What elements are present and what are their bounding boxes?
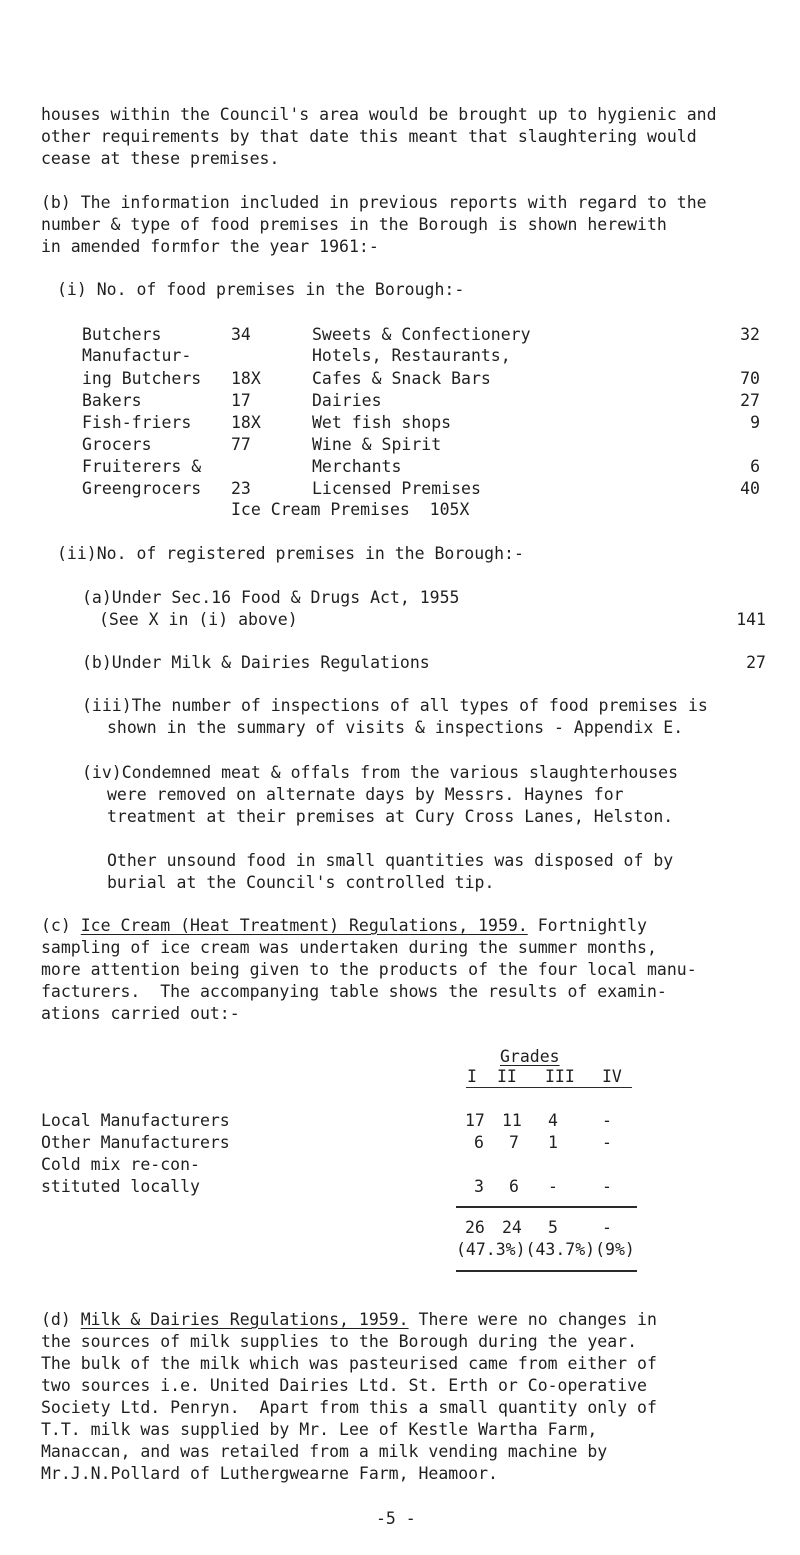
grade-column-header: II bbox=[497, 1067, 517, 1086]
premises-label: Merchants bbox=[312, 457, 402, 476]
premises-count: 18X bbox=[231, 413, 261, 432]
section-c-title: Ice Cream (Heat Treatment) Regulations, 1959. bbox=[80, 916, 528, 935]
table-row-label: Cold mix re-con- bbox=[41, 1155, 200, 1174]
section-c-line: more attention being given to the products of the four local manu- bbox=[41, 960, 697, 979]
premises-label: Sweets & Confectionery bbox=[312, 325, 531, 344]
table-cell: 17 bbox=[465, 1111, 485, 1130]
premises-label: Dairies bbox=[312, 391, 382, 410]
premises-label: Bakers bbox=[82, 391, 142, 410]
premises-label: Manufactur- bbox=[82, 346, 192, 365]
section-d-line: T.T. milk was supplied by Mr. Lee of Kestle Wartha Farm, bbox=[41, 1420, 598, 1439]
premises-count: 77 bbox=[231, 435, 251, 454]
table-cell: - bbox=[602, 1177, 612, 1196]
section-d-title: Milk & Dairies Regulations, 1959. bbox=[80, 1310, 409, 1329]
section-c-prefix: (c) bbox=[41, 916, 81, 935]
premises-label: Cafes & Snack Bars bbox=[312, 369, 491, 388]
table-cell: 4 bbox=[548, 1111, 558, 1130]
totals-rule bbox=[456, 1206, 637, 1208]
premises-label: Wine & Spirit bbox=[312, 435, 442, 454]
table-cell: 7 bbox=[509, 1133, 519, 1152]
table-row-label: Local Manufacturers bbox=[41, 1111, 230, 1130]
condemned-line: were removed on alternate days by Messrs. Haynes for bbox=[107, 785, 624, 804]
section-c-line1-rest: Fortnightly bbox=[527, 916, 647, 935]
section-d-line: Manaccan, and was retailed from a milk vending machine by bbox=[41, 1442, 608, 1461]
total-cell: 5 bbox=[548, 1218, 558, 1237]
ice-cream-premises-line: Ice Cream Premises 105X bbox=[231, 500, 470, 519]
total-cell: 26 bbox=[465, 1218, 485, 1237]
grade-column-header: I bbox=[467, 1067, 477, 1086]
section-c-line: facturers. The accompanying table shows the results of examin- bbox=[41, 982, 667, 1001]
condemned-line: treatment at their premises at Cury Cross Lanes, Helston. bbox=[107, 807, 674, 826]
table-cell: - bbox=[602, 1111, 612, 1130]
page-number: -5 - bbox=[376, 1509, 416, 1528]
table-cell: 3 bbox=[474, 1177, 484, 1196]
premises-label: Greengrocers bbox=[82, 479, 202, 498]
total-cell: - bbox=[602, 1218, 612, 1237]
premises-count: 70 bbox=[740, 369, 760, 388]
intro-line: houses within the Council's area would be brought up to hygienic and bbox=[41, 105, 717, 124]
premises-count: 34 bbox=[231, 325, 251, 344]
premises-label: Licensed Premises bbox=[312, 479, 481, 498]
table-bottom-rule bbox=[456, 1270, 637, 1272]
premises-label: Wet fish shops bbox=[312, 413, 452, 432]
table-row-label: Other Manufacturers bbox=[41, 1133, 230, 1152]
grade-column-header: III bbox=[545, 1067, 575, 1086]
section-c-line: ations carried out:- bbox=[41, 1004, 240, 1023]
table-cell: - bbox=[548, 1177, 558, 1196]
table-cell: 6 bbox=[474, 1133, 484, 1152]
premises-label: Grocers bbox=[82, 435, 152, 454]
total-cell: 24 bbox=[502, 1218, 522, 1237]
section-d-line: the sources of milk supplies to the Borough during the year. bbox=[41, 1332, 638, 1351]
premises-count: 40 bbox=[740, 479, 760, 498]
premises-count: 9 bbox=[750, 413, 760, 432]
reg-a-line: (a)Under Sec.16 Food & Drugs Act, 1955 bbox=[82, 588, 460, 607]
intro-line: cease at these premises. bbox=[41, 149, 280, 168]
section-d-first-line bbox=[41, 1309, 657, 1331]
section-d-line1-rest: There were no changes in bbox=[408, 1310, 657, 1329]
section-c-first-line bbox=[41, 915, 647, 937]
section-d-line: Society Ltd. Penryn. Apart from this a small quantity only of bbox=[41, 1398, 657, 1417]
reg-a-value: 141 bbox=[736, 610, 766, 629]
food-premises-heading: (i) No. of food premises in the Borough:- bbox=[57, 280, 465, 299]
premises-count: 32 bbox=[740, 325, 760, 344]
inspections-line: (iii)The number of inspections of all types of food premises is bbox=[82, 696, 708, 715]
premises-count: 23 bbox=[231, 479, 251, 498]
section-b-line: number & type of food premises in the Borough is shown herewith bbox=[41, 215, 667, 234]
inspections-line: shown in the summary of visits & inspections - Appendix E. bbox=[107, 718, 684, 737]
unsound-food-line: Other unsound food in small quantities was disposed of by bbox=[107, 851, 674, 870]
premises-count: 17 bbox=[231, 391, 251, 410]
premises-label: Butchers bbox=[82, 325, 162, 344]
section-d-prefix: (d) bbox=[41, 1310, 81, 1329]
grades-heading: Grades bbox=[500, 1047, 560, 1066]
section-c-line: sampling of ice cream was undertaken during the summer months, bbox=[41, 938, 657, 957]
section-d-line: Mr.J.N.Pollard of Luthergwearne Farm, Heamoor. bbox=[41, 1464, 498, 1483]
reg-b-label: (b)Under Milk & Dairies Regulations bbox=[82, 653, 430, 672]
table-cell: 11 bbox=[502, 1111, 522, 1130]
premises-count: 27 bbox=[740, 391, 760, 410]
section-b-line: (b) The information included in previous reports with regard to the bbox=[41, 193, 707, 212]
table-cell: 1 bbox=[548, 1133, 558, 1152]
percentages-row: (47.3%)(43.7%)(9%) bbox=[456, 1240, 635, 1259]
premises-count: 18X bbox=[231, 369, 261, 388]
section-d-line: two sources i.e. United Dairies Ltd. St. Erth or Co-operative bbox=[41, 1376, 647, 1395]
premises-label: Fruiterers & bbox=[82, 457, 202, 476]
table-row-label: stituted locally bbox=[41, 1177, 200, 1196]
premises-count: 6 bbox=[750, 457, 760, 476]
reg-b-value: 27 bbox=[746, 653, 766, 672]
registered-heading: (ii)No. of registered premises in the Borough:- bbox=[57, 544, 524, 563]
unsound-food-line: burial at the Council's controlled tip. bbox=[107, 873, 495, 892]
table-cell: - bbox=[602, 1133, 612, 1152]
premises-label: ing Butchers bbox=[82, 369, 202, 388]
grade-column-header: IV bbox=[602, 1067, 622, 1086]
condemned-line: (iv)Condemned meat & offals from the various slaughterhouses bbox=[82, 763, 679, 782]
premises-label: Hotels, Restaurants, bbox=[312, 346, 511, 365]
premises-label: Fish-friers bbox=[82, 413, 192, 432]
reg-a-line: (See X in (i) above) bbox=[99, 610, 298, 629]
table-cell: 6 bbox=[509, 1177, 519, 1196]
intro-line: other requirements by that date this meant that slaughtering would bbox=[41, 127, 697, 146]
section-d-line: The bulk of the milk which was pasteurised came from either of bbox=[41, 1354, 657, 1373]
section-b-line: in amended formfor the year 1961:- bbox=[41, 237, 379, 256]
